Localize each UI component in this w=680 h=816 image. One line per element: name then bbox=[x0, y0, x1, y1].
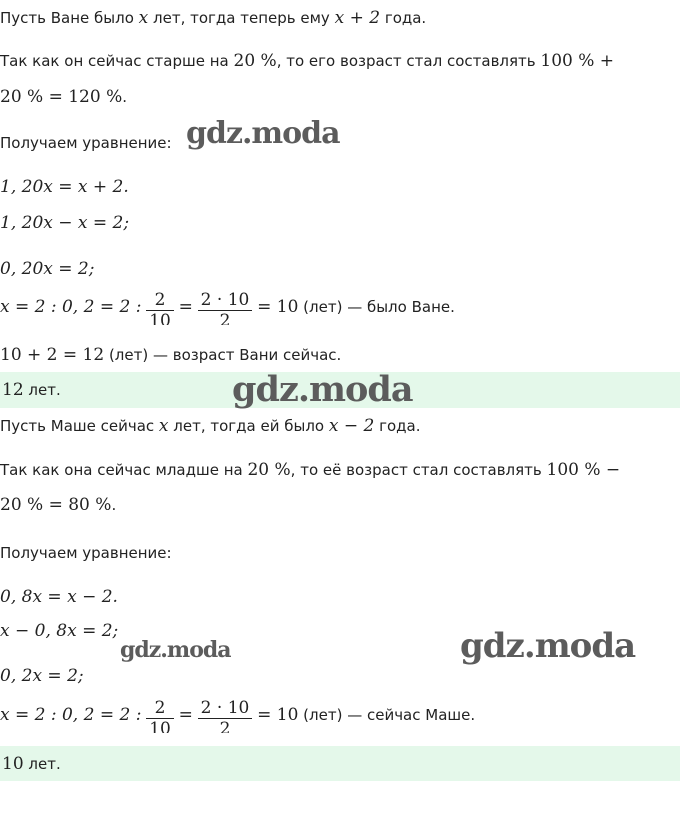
text: , то её возраст стал составлять bbox=[290, 461, 547, 479]
text: Так как он сейчас старше на bbox=[0, 52, 234, 70]
math-expr: = 10 bbox=[257, 705, 299, 725]
fraction bbox=[146, 290, 174, 325]
numerator: 2 bbox=[146, 698, 174, 719]
text: лет, тогда ей было bbox=[168, 417, 329, 435]
numerator: 2 bbox=[146, 290, 174, 311]
text: Так как она сейчас младше на bbox=[0, 461, 248, 479]
numerator: 2 · 10 bbox=[198, 290, 253, 311]
text: года. bbox=[374, 417, 421, 435]
p1-line-1 bbox=[0, 8, 426, 28]
p2-answer bbox=[0, 746, 680, 781]
math-var: x bbox=[158, 416, 169, 436]
text: . bbox=[111, 496, 117, 514]
p1-eq-2: 1, 20x − x = 2; bbox=[0, 213, 130, 233]
answer-number: 12 bbox=[2, 380, 24, 400]
text: . bbox=[122, 88, 128, 106]
p2-line-2 bbox=[0, 460, 620, 480]
math-expr: x = 2 : 0, 2 = 2 : bbox=[0, 297, 142, 317]
fraction bbox=[146, 698, 174, 733]
watermark-logo: gdz.moda bbox=[460, 626, 636, 666]
p1-eq-1: 1, 20x = x + 2. bbox=[0, 177, 129, 197]
math-expr: x = 2 : 0, 2 = 2 : bbox=[0, 705, 142, 725]
watermark-logo: gdz.moda bbox=[232, 369, 413, 410]
math-expr: 10 + 2 = 12 bbox=[0, 345, 105, 365]
denominator: 2 bbox=[219, 719, 231, 733]
p2-eq-2: x − 0, 8x = 2; bbox=[0, 621, 119, 641]
p1-line-3 bbox=[0, 87, 127, 107]
text: лет, тогда теперь ему bbox=[148, 9, 335, 27]
answer-text: лет. bbox=[23, 381, 61, 399]
fraction bbox=[198, 290, 253, 325]
math-expr: 100 % + bbox=[540, 51, 615, 71]
math-var: x bbox=[138, 8, 149, 28]
p2-eq-1: 0, 8x = x − 2. bbox=[0, 587, 118, 607]
math-expr: 20 % = 120 % bbox=[0, 87, 123, 107]
p1-line-2 bbox=[0, 51, 614, 71]
math-expr: 20 % bbox=[233, 51, 277, 71]
numerator: 2 · 10 bbox=[198, 698, 253, 719]
text: Пусть Маше сейчас bbox=[0, 417, 159, 435]
text: (лет) — возраст Вани сейчас. bbox=[104, 346, 342, 364]
watermark-logo: gdz.moda bbox=[186, 116, 340, 151]
p2-eq-3: 0, 2x = 2; bbox=[0, 666, 84, 686]
answer-number: 10 bbox=[2, 754, 24, 774]
denominator: 2 bbox=[219, 311, 231, 325]
p1-eq-3: 0, 20x = 2; bbox=[0, 259, 95, 279]
text: года. bbox=[380, 9, 427, 27]
p1-equation-label: Получаем уравнение: bbox=[0, 134, 172, 152]
denominator: 10 bbox=[149, 719, 171, 733]
p2-line-1 bbox=[0, 416, 421, 436]
denominator: 10 bbox=[149, 311, 171, 325]
p2-equation-label: Получаем уравнение: bbox=[0, 544, 172, 562]
math-expr: x − 2 bbox=[328, 416, 375, 436]
p2-line-3 bbox=[0, 495, 116, 515]
text: (лет) — сейчас Маше. bbox=[298, 706, 476, 724]
watermark-logo: gdz.moda bbox=[120, 637, 231, 663]
fraction bbox=[198, 698, 253, 733]
math-expr: = 10 bbox=[257, 297, 299, 317]
answer-text: лет. bbox=[23, 755, 61, 773]
math-expr: = bbox=[178, 705, 193, 725]
p2-eq-4 bbox=[0, 698, 475, 733]
math-expr: = bbox=[178, 297, 193, 317]
math-expr: x + 2 bbox=[334, 8, 381, 28]
p1-eq-4 bbox=[0, 290, 455, 325]
math-expr: 20 % bbox=[247, 460, 291, 480]
math-expr: 100 % − bbox=[546, 460, 621, 480]
text: Пусть Ване было bbox=[0, 9, 139, 27]
p1-eq-5 bbox=[0, 345, 341, 365]
math-expr: 20 % = 80 % bbox=[0, 495, 112, 515]
text: (лет) — было Ване. bbox=[298, 298, 455, 316]
text: , то его возраст стал составлять bbox=[276, 52, 541, 70]
